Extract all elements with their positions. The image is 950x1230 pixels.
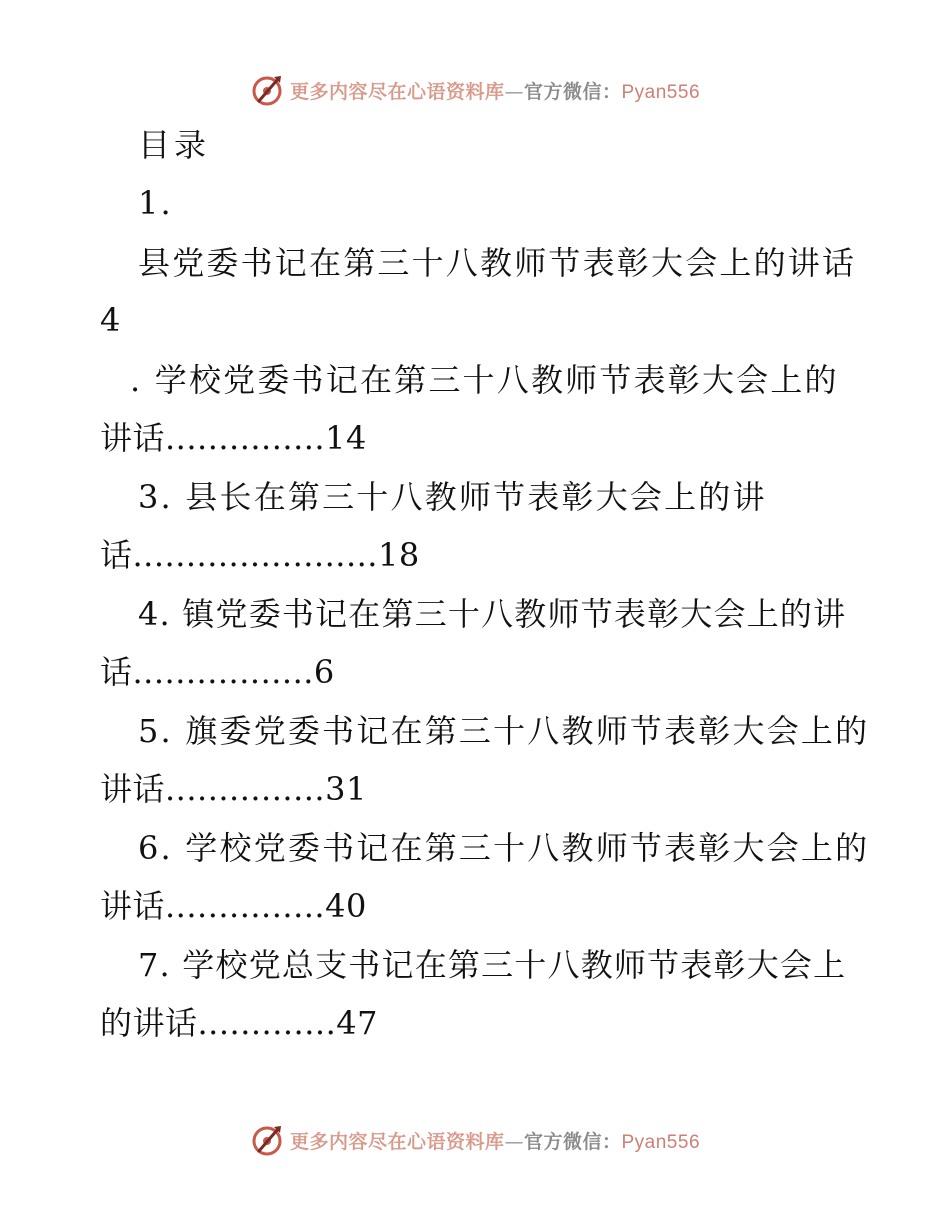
footer-wechat-id: Pyan556 <box>621 1131 701 1153</box>
toc-line-4: 3. 县长在第三十八教师节表彰大会上的讲 <box>138 478 767 516</box>
toc-title: 目录 <box>138 126 211 164</box>
toc-line-1: 1. <box>138 184 173 222</box>
brand-logo-icon <box>250 1123 284 1157</box>
toc-page-number: 4 <box>100 301 123 339</box>
header-dash: — <box>504 80 524 103</box>
footer-dash: — <box>504 1130 524 1153</box>
header-brand-text: 更多内容尽在心语资料库 <box>289 80 505 103</box>
toc-line-2: 县党委书记在第三十八教师节表彰大会上的讲话 <box>138 244 857 282</box>
header-watermark <box>0 70 950 110</box>
toc-leader-4: 讲话...............31 <box>100 770 367 808</box>
toc-leader-5: 讲话...............40 <box>100 887 367 925</box>
toc-leader-2: 话.......................18 <box>100 536 420 574</box>
footer-wechat-label: 官方微信： <box>523 1130 622 1153</box>
toc-line-5: 4. 镇党委书记在第三十八教师节表彰大会上的讲 <box>138 595 847 633</box>
header-banner-text <box>290 77 700 104</box>
header-wechat-id: Pyan556 <box>621 81 701 103</box>
toc-leader-1: 讲话...............14 <box>100 419 367 457</box>
toc-line-8: 7. 学校党总支书记在第三十八教师节表彰大会上 <box>138 946 847 984</box>
toc-line-7: 6. 学校党委书记在第三十八教师节表彰大会上的 <box>138 829 870 867</box>
footer-watermark <box>0 1120 950 1160</box>
toc-leader-6: 的讲话.............47 <box>100 1004 378 1042</box>
footer-banner-text <box>290 1127 700 1154</box>
toc-line-3: . 学校党委书记在第三十八教师节表彰大会上的 <box>130 361 839 399</box>
header-wechat-label: 官方微信： <box>523 80 622 103</box>
brand-logo-icon <box>250 73 284 107</box>
toc-leader-3: 话.................6 <box>100 653 335 691</box>
toc-line-6: 5. 旗委党委书记在第三十八教师节表彰大会上的 <box>138 712 870 750</box>
footer-brand-text: 更多内容尽在心语资料库 <box>289 1130 505 1153</box>
